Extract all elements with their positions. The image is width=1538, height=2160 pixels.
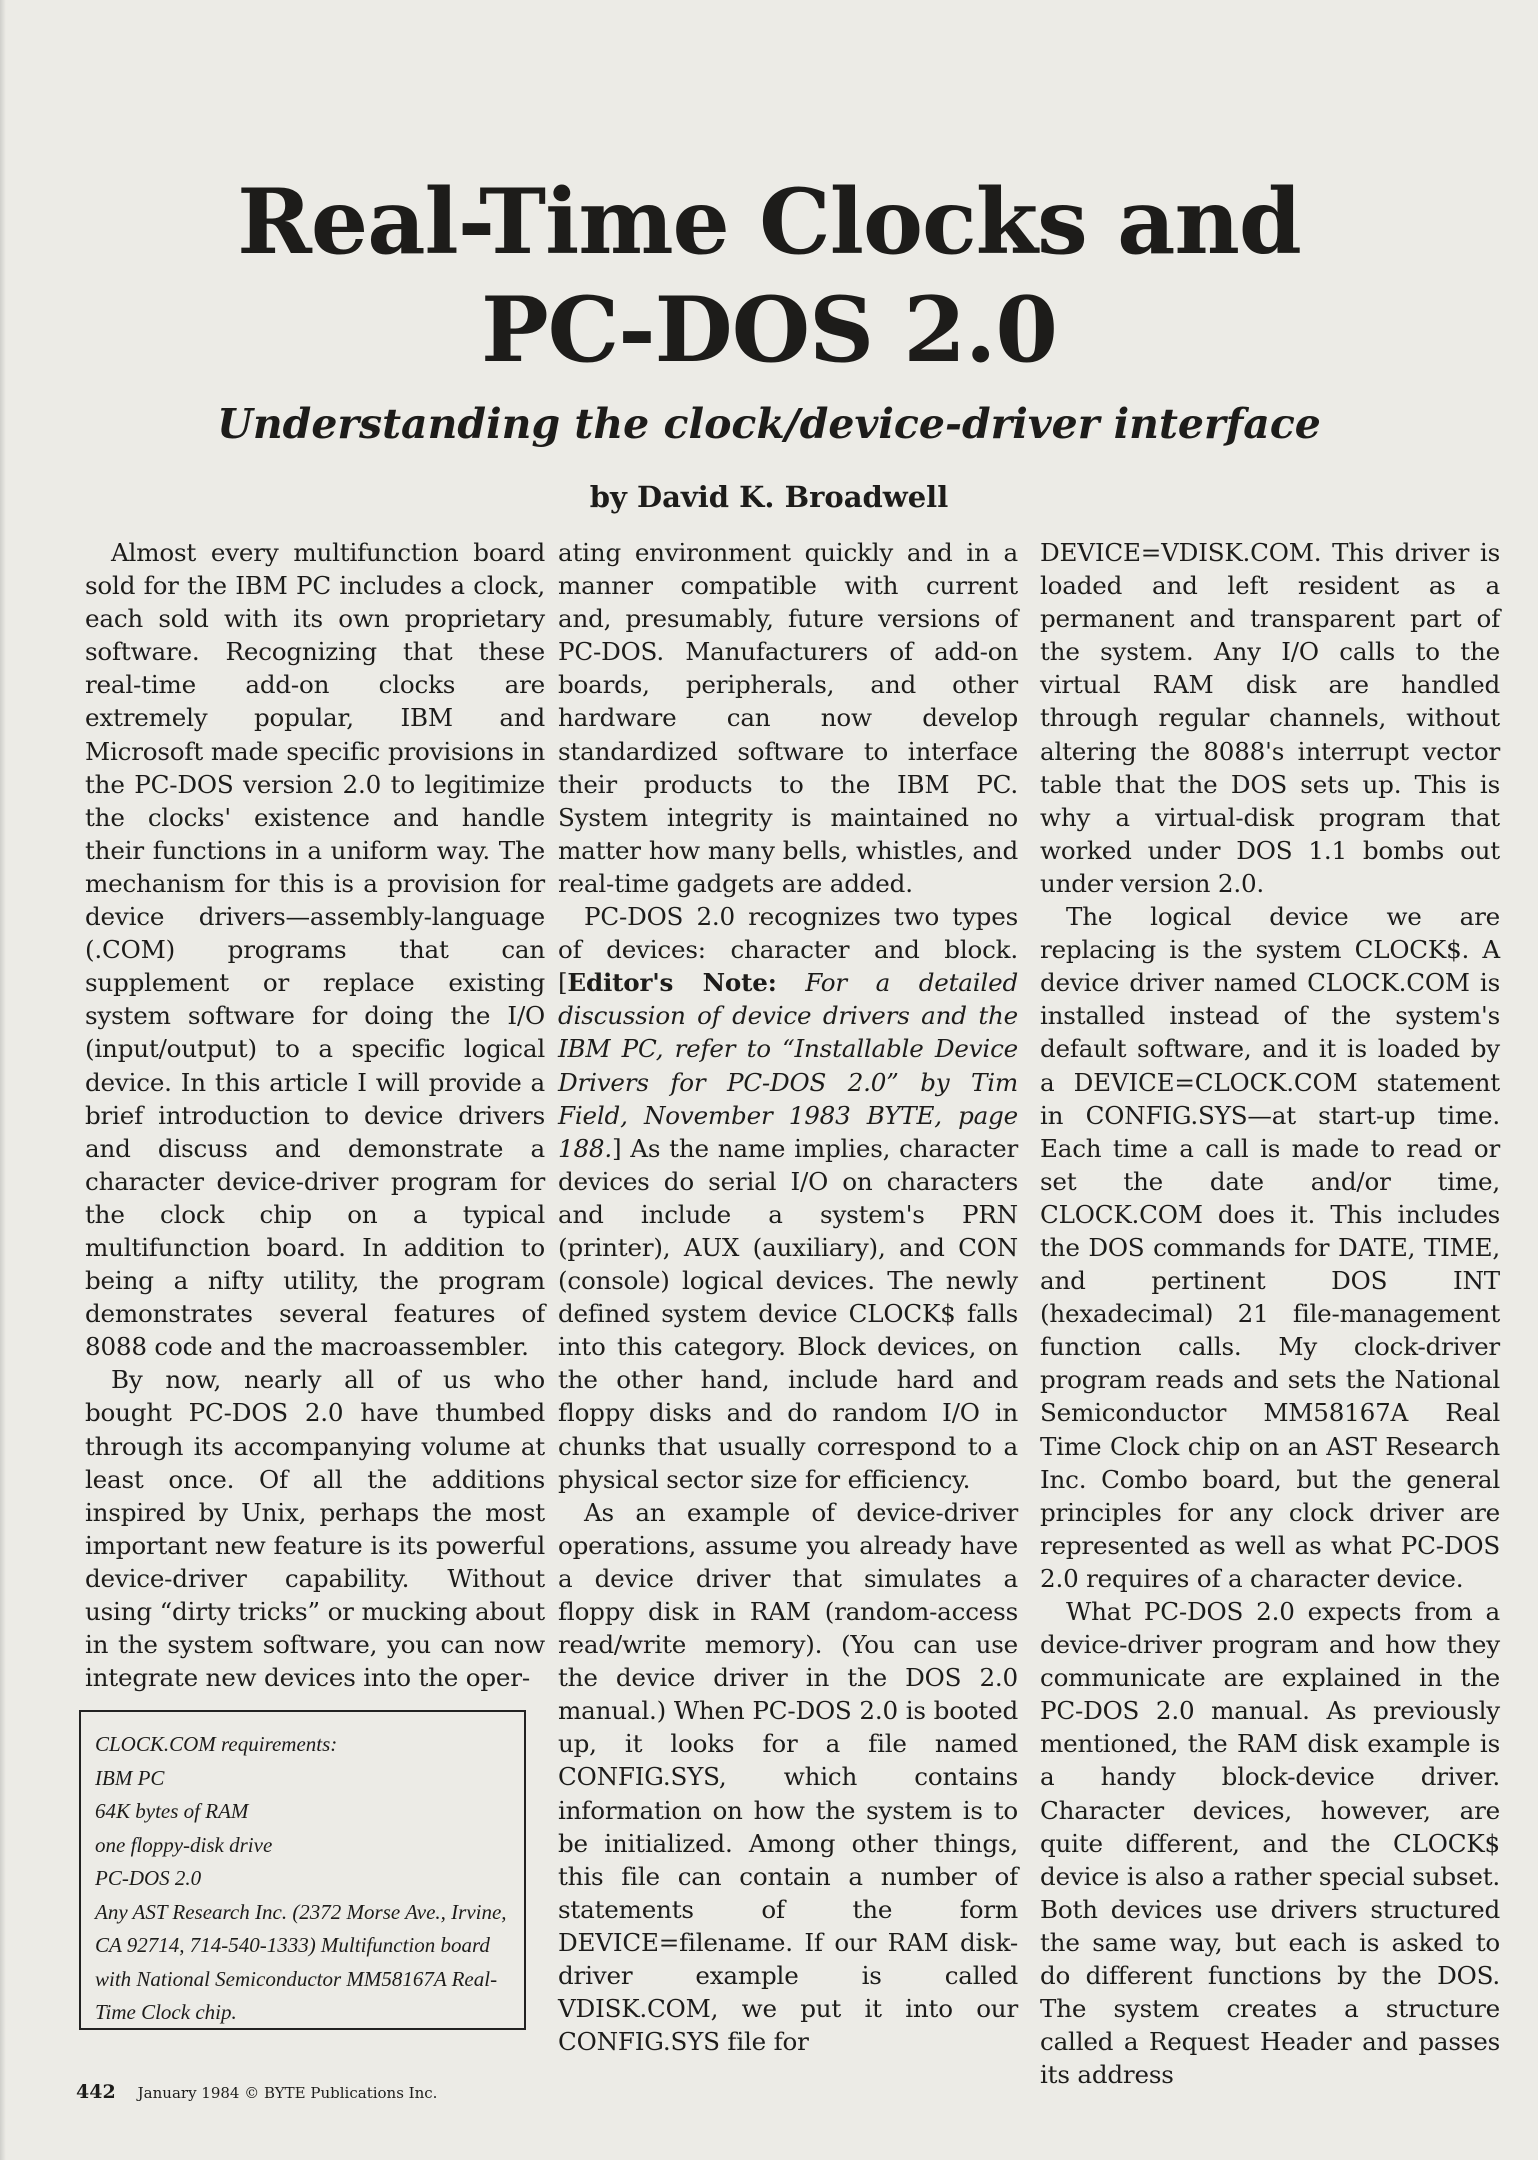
paragraph: DEVICE=VDISK.COM. This driver is loaded and left resident as a permanent and transparent part of the system. Any I/O calls to the virtual RAM disk are handled through regular channels, without altering the 8088's interrupt vector table that the DOS sets up. This is why a virtual-disk program that worked under DOS 1.1 bombs out under version 2.0. (1040, 538, 1500, 898)
page-footer (76, 2082, 437, 2103)
footer-credit: January 1984 © BYTE Publications Inc. (137, 2084, 438, 2102)
paragraph-text: ] As the name implies, character devices do serial I/O on characters and include a system's PRN (printer), AUX (auxiliary), and CON (console) logical devices. The newly defined system device CLOCK$ falls into this category. Block devices, on the other hand, include hard and floppy disks and do random I/O in chunks that usually correspond to a physical sector size for efficiency. (558, 1133, 1018, 1494)
article-byline: by David K. Broadwell (589, 480, 949, 514)
article-title (0, 168, 1538, 384)
paragraph: By now, nearly all of us who bought PC-DOS 2.0 have thumbed through its accompanying volume at least once. Of all the additions inspired by Unix, perhaps the most important new feature is its powerful device-driver capability. Without using “dirty tricks” or mucking about in the system software, you can now integrate new devices into the oper- (85, 1365, 545, 1693)
article-subtitle: Understanding the clock/device-driver interface (217, 400, 1321, 448)
sidebar-line: 64K bytes of RAM (95, 1799, 249, 1823)
paragraph: ating environment quickly and in a manner compatible with current and, presumably, future versions of PC-DOS. Manufacturers of add-on boards, peripherals, and other hardware can now develop standardized software to interface their products to the IBM PC. System integrity is maintained no matter how many bells, whistles, and real-time gadgets are added. (558, 538, 1018, 898)
sidebar-line: PC-DOS 2.0 (95, 1866, 202, 1890)
editors-note-text: For a detailed discussion of device drivers and the IBM PC, refer to “Installable Device Drivers for PC-DOS 2.0” by Tim Field, November 1983 BYTE, page 188. (558, 968, 1018, 1163)
sidebar-line: Any AST Research Inc. (2372 Morse Ave., Irvine, CA 92714, 714-540-1333) Multifunction board with National Semiconductor MM58167A Real-Time Clock chip. (95, 1899, 507, 2024)
paragraph: The logical device we are replacing is the system CLOCK$. A device driver named CLOCK.COM is installed instead of the system's default software, and it is loaded by a DEVICE=CLOCK.COM statement in CONFIG.SYS—at start-up time. Each time a call is made to read or set the date and/or time, CLOCK.COM does it. This includes the DOS commands for DATE, TIME, and pertinent DOS INT (hexadecimal) 21 file-management function calls. My clock-driver program reads and sets the National Semiconductor MM58167A Real Time Clock chip on an AST Research Inc. Combo board, but the general principles for any clock driver are represented as well as what PC-DOS 2.0 requires of a character device. (1040, 902, 1500, 1593)
page-number: 442 (76, 2081, 116, 2103)
requirements-sidebar (79, 1710, 526, 2030)
sidebar-line: IBM PC (95, 1765, 165, 1790)
paragraph-with-editors-note (558, 900, 1018, 1496)
sidebar-heading: CLOCK.COM requirements: (95, 1732, 338, 1756)
editors-note-label: Editor's Note: (567, 968, 777, 998)
paragraph: What PC-DOS 2.0 expects from a device-driver program and how they communicate are explained in the PC-DOS 2.0 manual. As previously mentioned, the RAM disk example is a handy block-device driver. Character devices, however, are quite different, and the CLOCK$ device is also a rather special subset. Both devices use drivers structured the same way, but each is asked to do different functions by the DOS. The system creates a structure called a Request Header and passes its address (1040, 1597, 1500, 2090)
paragraph: As an example of device-driver operations, assume you already have a device driver that simulates a floppy disk in RAM (random-access read/write memory). (You can use the device driver in the DOS 2.0 manual.) When PC-DOS 2.0 is booted up, it looks for a file named CONFIG.SYS, which contains information on how the system is to be initialized. Among other things, this file can contain a number of statements of the form DEVICE=filename. If our RAM disk-driver example is called VDISK.COM, we put it into our CONFIG.SYS file for (558, 1497, 1018, 2057)
title-line-1: Real-Time Clocks and (237, 169, 1301, 275)
title-line-2: PC-DOS 2.0 (480, 277, 1057, 383)
sidebar-line: one floppy-disk drive (95, 1832, 273, 1857)
body-column-1 (85, 536, 545, 1694)
paragraph: Almost every multifunction board sold for the IBM PC includes a clock, each sold with its own proprietary software. Recognizing that these real-time add-on clocks are extremely popular, IBM and Microsoft made specific provisions in the PC-DOS version 2.0 to legitimize the clocks' existence and handle their functions in a uniform way. The mechanism for this is a provision for device drivers—assembly-language (.COM) programs that can supplement or replace existing system software for doing the I/O (input/output) to a specific logical device. In this article I will provide a brief introduction to device drivers and discuss and demonstrate a character device-driver program for the clock chip on a typical multifunction board. In addition to being a nifty utility, the program demonstrates several features of 8088 code and the macroassembler. (85, 538, 545, 1362)
body-column-2 (558, 536, 1018, 2058)
paragraph-text: PC-DOS 2.0 recognizes two types of devices: character and block. [ (558, 902, 1018, 998)
body-column-3 (1040, 536, 1500, 2091)
